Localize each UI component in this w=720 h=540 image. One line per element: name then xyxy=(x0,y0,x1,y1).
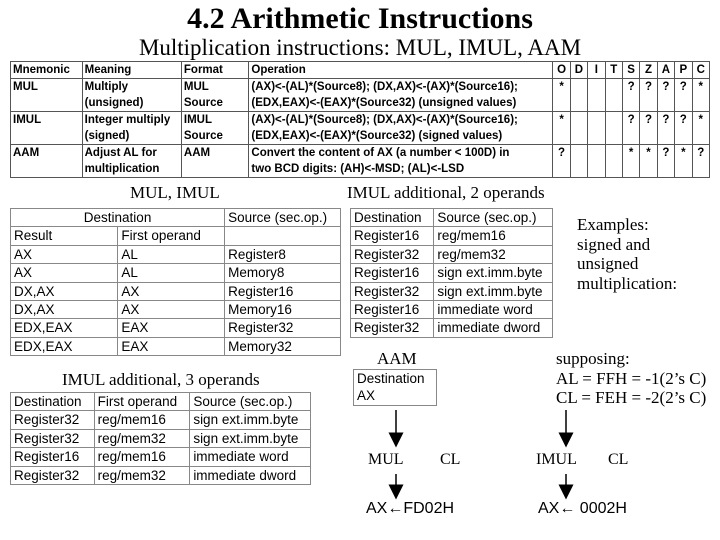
operation-cell: (AX)<-(AL)*(Source8); (DX,AX)<-(AX)*(Source16); (EDX,EAX)<-(EAX)*(Source32) (unsigned values) xyxy=(249,79,553,112)
table-header: Destination xyxy=(11,209,225,227)
flag-cell: * xyxy=(640,145,657,178)
flag-header: I xyxy=(588,62,605,79)
table-subheader: First operand xyxy=(118,227,225,245)
flag-cell: ? xyxy=(657,145,674,178)
flag-cell: ? xyxy=(622,112,639,145)
header-cell: Meaning xyxy=(82,62,181,79)
flag-cell: * xyxy=(553,79,570,112)
flag-cell: ? xyxy=(692,145,710,178)
table-header: Source (sec.op.) xyxy=(225,209,341,227)
flag-cell: ? xyxy=(553,145,570,178)
flag-cell: * xyxy=(692,79,710,112)
flag-header: T xyxy=(605,62,622,79)
flag-header: O xyxy=(553,62,570,79)
table-row: Register32 reg/mem16 sign ext.imm.byte xyxy=(11,411,311,429)
table-header: Source (sec.op.) xyxy=(434,209,553,227)
mul-result: AX←FD02H xyxy=(366,500,455,517)
meaning-cell: Integer multiply (signed) xyxy=(82,112,181,145)
table-header: Destination xyxy=(351,209,434,227)
flag-cell: * xyxy=(675,145,692,178)
header-cell: Operation xyxy=(249,62,553,79)
flag-header: D xyxy=(570,62,587,79)
operation-cell: Convert the content of AX (a number < 100D) in two BCD digits: (AH)<-MSD; (AL)<-LSD xyxy=(249,145,553,178)
imul2-label: IMUL additional, 2 operands xyxy=(347,183,545,202)
mul-operand: CL xyxy=(440,451,461,468)
table-row: Register32 immediate dword xyxy=(351,319,553,337)
table-row: Register16 sign ext.imm.byte xyxy=(351,264,553,282)
aam-label: AAM xyxy=(377,349,417,368)
flag-cell: ? xyxy=(640,112,657,145)
examples-note: Examples: signed and unsigned multiplication: xyxy=(577,215,678,293)
table-row: Register32 reg/mem32 sign ext.imm.byte xyxy=(11,429,311,447)
table-row: Register32 reg/mem32 xyxy=(351,245,553,263)
page-subtitle: Multiplication instructions: MUL, IMUL, AAM xyxy=(138,35,582,60)
flag-cell: ? xyxy=(622,79,639,112)
table-header: First operand xyxy=(94,393,190,411)
flag-cell: ? xyxy=(675,79,692,112)
flag-cell: * xyxy=(553,112,570,145)
flag-header: A xyxy=(657,62,674,79)
flag-cell: ? xyxy=(657,79,674,112)
flag-cell: ? xyxy=(657,112,674,145)
table-row: AX xyxy=(354,387,437,405)
imul-operand: CL xyxy=(608,451,629,468)
flag-cell: ? xyxy=(675,112,692,145)
imul-op: IMUL xyxy=(536,451,577,468)
table-row: Register16 reg/mem16 xyxy=(351,227,553,245)
flag-cell: ? xyxy=(640,79,657,112)
page-title: 4.2 Arithmetic Instructions xyxy=(187,2,533,35)
imul-result: AX← 0002H xyxy=(538,500,627,517)
flag-header: C xyxy=(692,62,710,79)
format-cell: MUL Source xyxy=(181,79,249,112)
mnemonic-cell: IMUL xyxy=(11,112,83,145)
flag-header: P xyxy=(675,62,692,79)
table-row: EDX,EAX EAX Register32 xyxy=(11,319,341,337)
format-cell: AAM xyxy=(181,145,249,178)
mnemonic-cell: MUL xyxy=(11,79,83,112)
table-row: Register32 reg/mem32 immediate dword xyxy=(11,466,311,484)
table-row: EDX,EAX EAX Memory32 xyxy=(11,337,341,355)
flag-cell: * xyxy=(622,145,639,178)
table-row: DX,AX AX Register16 xyxy=(11,282,341,300)
format-cell: IMUL Source xyxy=(181,112,249,145)
table-row: Destination xyxy=(354,370,437,388)
header-cell: Format xyxy=(181,62,249,79)
table-subheader: Result xyxy=(11,227,118,245)
table-row: AX AL Memory8 xyxy=(11,264,341,282)
flag-header: S xyxy=(622,62,639,79)
flag-header: Z xyxy=(640,62,657,79)
supposing-note: supposing: AL = FFH = -1(2’s C) CL = FEH = -2(2’s C) xyxy=(556,349,707,407)
meaning-cell: Adjust AL for multiplication xyxy=(82,145,181,178)
operation-cell: (AX)<-(AL)*(Source8); (DX,AX)<-(AX)*(Source16); (EDX,EAX)<-(EAX)*(Source32) (signed values) xyxy=(249,112,553,145)
table-row: Register16 reg/mem16 immediate word xyxy=(11,448,311,466)
meaning-cell: Multiply (unsigned) xyxy=(82,79,181,112)
table-header: Destination xyxy=(11,393,95,411)
table-row: DX,AX AX Memory16 xyxy=(11,301,341,319)
table-row: Register16 immediate word xyxy=(351,301,553,319)
flag-cell: * xyxy=(692,112,710,145)
mul-op: MUL xyxy=(368,451,404,468)
mul-imul-label: MUL, IMUL xyxy=(130,183,220,202)
header-cell: Mnemonic xyxy=(11,62,83,79)
table-header: Source (sec.op.) xyxy=(190,393,311,411)
mnemonic-cell: AAM xyxy=(11,145,83,178)
table-row: AX AL Register8 xyxy=(11,245,341,263)
imul3-label: IMUL additional, 3 operands xyxy=(62,370,260,389)
table-row: Register32 sign ext.imm.byte xyxy=(351,282,553,300)
